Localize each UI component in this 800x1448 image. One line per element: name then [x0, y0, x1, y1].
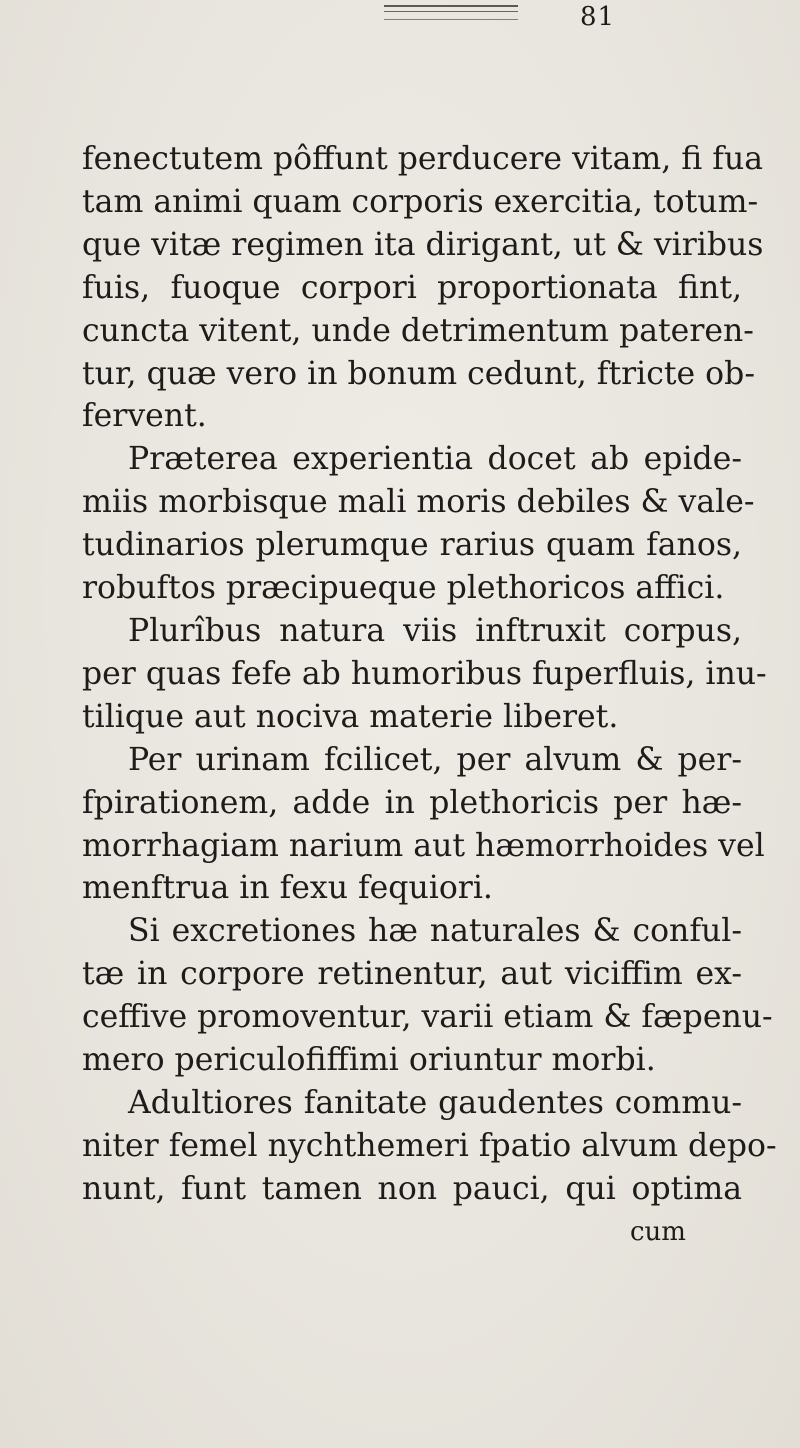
text-line: tur, quæ vero in bonum cedunt, ftricte ob-: [82, 355, 755, 392]
text-line: Præterea experientia docet ab epide-: [128, 441, 742, 478]
text-line: tam animi quam corporis exercitia, totum-: [82, 183, 759, 220]
text-line: menftrua in fexu fequiori.: [82, 870, 493, 907]
page-number: 81: [580, 2, 616, 32]
text-line: ceffive promoventur, varii etiam & fæpenu-: [82, 999, 773, 1036]
text-line: Per urinam fcilicet, per alvum & per-: [128, 741, 742, 778]
text-line: fuis, fuoque corpori proportionata fint,: [82, 269, 742, 306]
text-line: tilique aut nociva materie liberet.: [82, 698, 619, 735]
text-line: que vitæ regimen ita dirigant, ut & viribus: [82, 226, 764, 263]
text-line: miis morbisque mali moris debiles & vale-: [82, 484, 755, 521]
text-line: Si excretiones hæ naturales & conful-: [128, 913, 742, 950]
text-line: robuftos præcipueque plethoricos affici.: [82, 570, 725, 607]
text-line: morrhagiam narium aut hæmorrhoides vel: [82, 827, 765, 864]
text-line: Plurîbus natura viis inftruxit corpus,: [128, 612, 742, 649]
text-line: per quas fefe ab humoribus fuperfluis, inu-: [82, 655, 767, 692]
text-line: fenectutem pôffunt perducere vitam, fi fua: [82, 141, 764, 177]
text-line: tudinarios plerumque rarius quam fanos,: [82, 527, 742, 564]
text-line: cuncta vitent, unde detrimentum pateren-: [82, 312, 754, 349]
text-line: fpirationem, adde in plethoricis per hæ-: [82, 784, 742, 821]
text-line: tæ in corpore retinentur, aut viciffim ex-: [82, 956, 742, 993]
header-rule: [384, 5, 518, 20]
text-line: niter femel nychthemeri fpatio alvum depo-: [82, 1127, 777, 1164]
text-line: nunt, funt tamen non pauci, qui optima: [82, 1170, 742, 1207]
text-line: Adultiores fanitate gaudentes commu-: [128, 1084, 742, 1121]
catchword: cum: [630, 1216, 686, 1247]
body-text: [82, 138, 777, 1254]
text-line: fervent.: [82, 398, 207, 435]
text-line: mero periculofiffimi oriuntur morbi.: [82, 1042, 656, 1079]
